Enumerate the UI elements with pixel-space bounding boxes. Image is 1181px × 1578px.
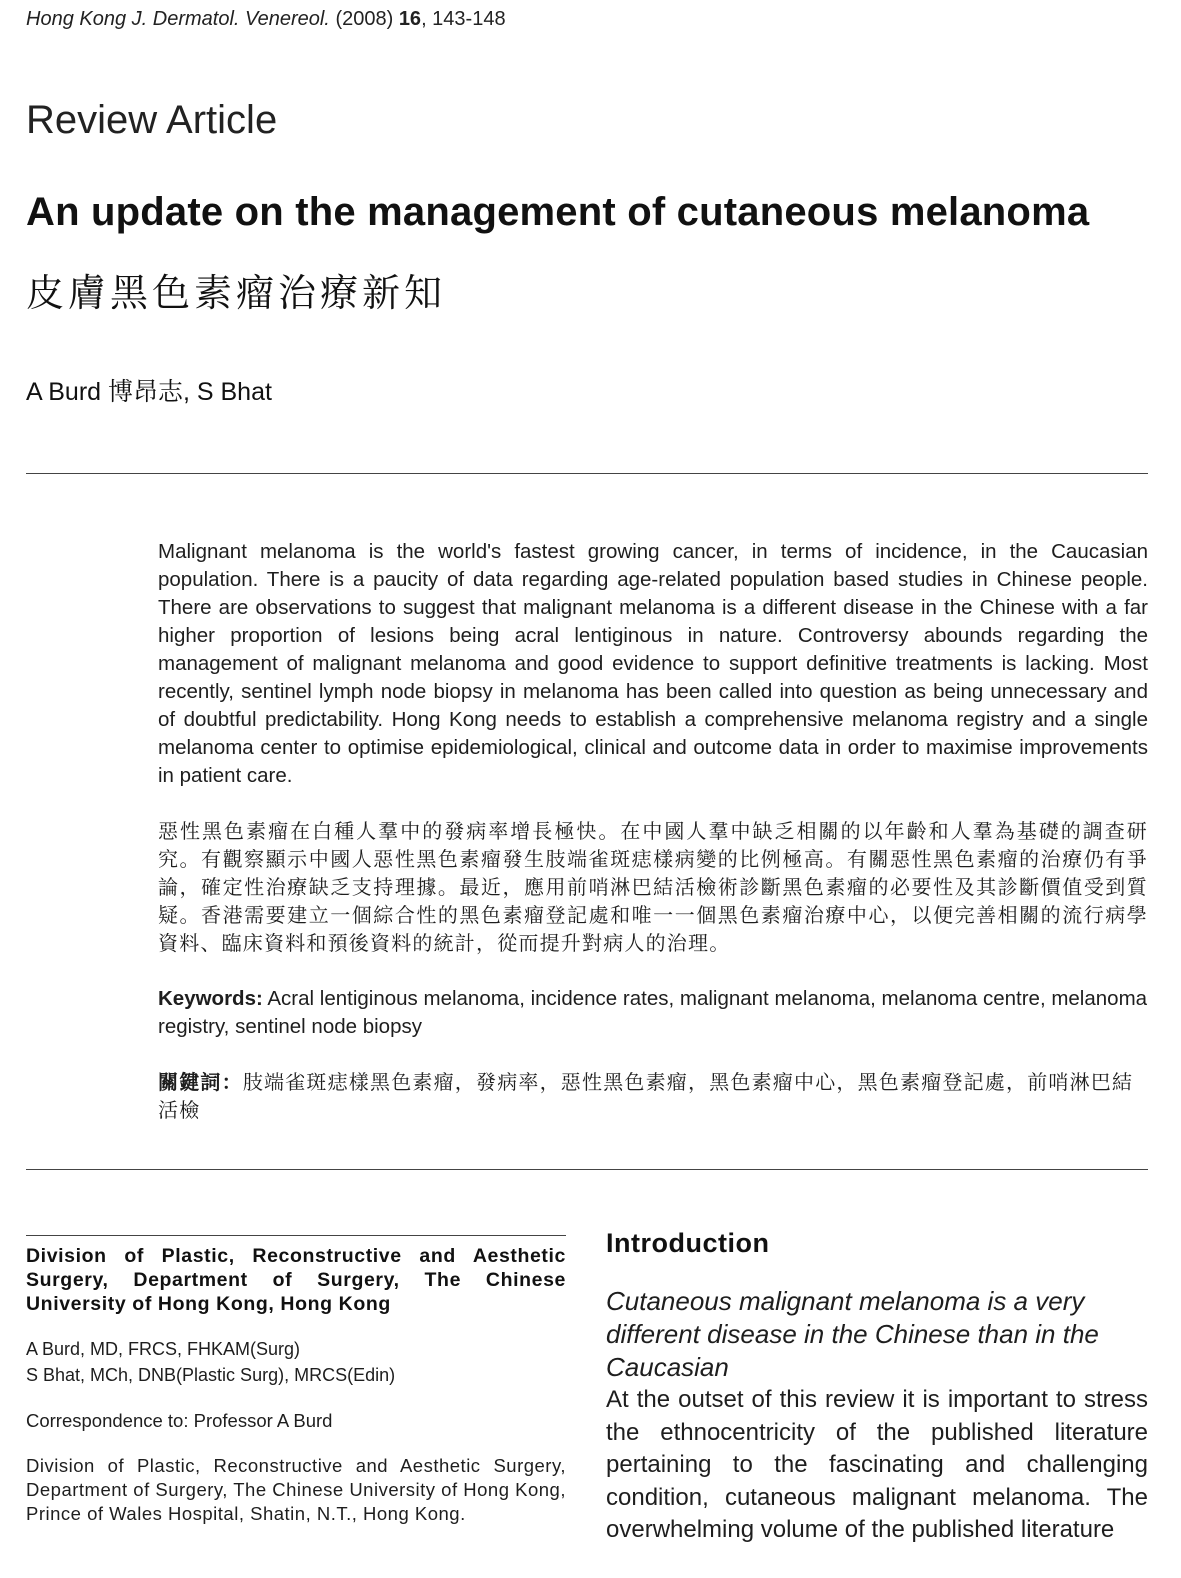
keywords	[158, 985, 1148, 1041]
keywords-label: Keywords:	[158, 987, 263, 1010]
author-credentials	[26, 1336, 566, 1388]
author-credential: S Bhat, MCh, DNB(Plastic Surg), MRCS(Edin)	[26, 1365, 396, 1385]
introduction-column	[606, 1228, 1148, 1547]
article-title-chinese: 皮膚黑色素瘤治療新知	[26, 271, 447, 315]
section-body: At the outset of this review it is important to stress the ethnocentricity of the published literature pertaining to the fascinating and challenging condition, cutaneous malignant melanoma. The overwhelming volume of the published literature	[606, 1386, 1148, 1543]
keywords-text: Acral lentiginous melanoma, incidence rates, malignant melanoma, melanoma centre, melanoma registry, sentinel node biopsy	[158, 987, 1148, 1038]
section-subheading: Cutaneous malignant melanoma is a very different disease in the Chinese than in the Caucasian	[606, 1286, 1099, 1382]
affiliation: Division of Plastic, Reconstructive and Aesthetic Surgery, Department of Surgery, The Chinese University of Hong Kong, Hong Kong	[26, 1245, 566, 1315]
keywords-chinese-label: 關鍵詞：	[158, 1072, 243, 1094]
keywords-chinese-text: 肢端雀斑痣樣黑色素瘤，發病率，惡性黑色素瘤，黑色素瘤中心，黑色素瘤登記處，前哨淋巴結活檢	[158, 1072, 1134, 1122]
top-divider	[26, 473, 1148, 474]
journal-pages: , 143-148	[421, 8, 506, 30]
author-credential: A Burd, MD, FRCS, FHKAM(Surg)	[26, 1339, 301, 1359]
correspondence: Correspondence to: Professor A Burd	[26, 1410, 333, 1431]
correspondence-address: Division of Plastic, Reconstructive and Aesthetic Surgery, Department of Surgery, The Chinese University of Hong Kong, Prince of Wales Hospital, Shatin, N.T., Hong Kong.	[26, 1455, 566, 1524]
journal-year: (2008)	[335, 8, 394, 30]
journal-volume: 16	[398, 8, 422, 30]
journal-citation	[26, 8, 506, 31]
journal-name: Hong Kong J. Dermatol. Venereol.	[26, 8, 330, 30]
section-heading: Introduction	[606, 1228, 770, 1258]
abstract-chinese: 惡性黑色素瘤在白種人羣中的發病率增長極快。在中國人羣中缺乏相關的以年齡和人羣為基礎的調查研究。有觀察顯示中國人惡性黑色素瘤發生肢端雀斑痣樣病變的比例極高。有關惡性黑色素瘤的治療仍有爭論，確定性治療缺乏支持理據。最近，應用前哨淋巴結活檢術診斷黑色素瘤的必要性及其診斷價值受到質疑。香港需要建立一個綜合性的黑色素瘤登記處和唯一一個黑色素瘤治療中心，以便完善相關的流行病學資料、臨床資料和預後資料的統計，從而提升對病人的治理。	[158, 821, 1148, 955]
bottom-divider	[26, 1169, 1148, 1170]
keywords-chinese	[158, 1069, 1148, 1125]
author-info-column	[26, 1235, 566, 1526]
article-type: Review Article	[26, 98, 278, 142]
author-line: A Burd 博昂志, S Bhat	[26, 378, 272, 406]
article-title: An update on the management of cutaneous melanoma	[26, 190, 1090, 234]
abstract-english: Malignant melanoma is the world's fastest growing cancer, in terms of incidence, in the Caucasian population. There is a paucity of data regarding age-related population based studies in Chinese people. There are observations to suggest that malignant melanoma is a different disease in the Chinese with a far higher proportion of lesions being acral lentiginous in nature. Controversy abounds regarding the management of malignant melanoma and good evidence to support definitive treatments is lacking. Most recently, sentinel lymph node biopsy in melanoma has been called into question as being unnecessary and of doubtful predictability. Hong Kong needs to establish a comprehensive melanoma registry and a single melanoma center to optimise epidemiological, clinical and outcome data in order to maximise improvements in patient care.	[158, 540, 1148, 787]
column-divider	[26, 1235, 566, 1236]
